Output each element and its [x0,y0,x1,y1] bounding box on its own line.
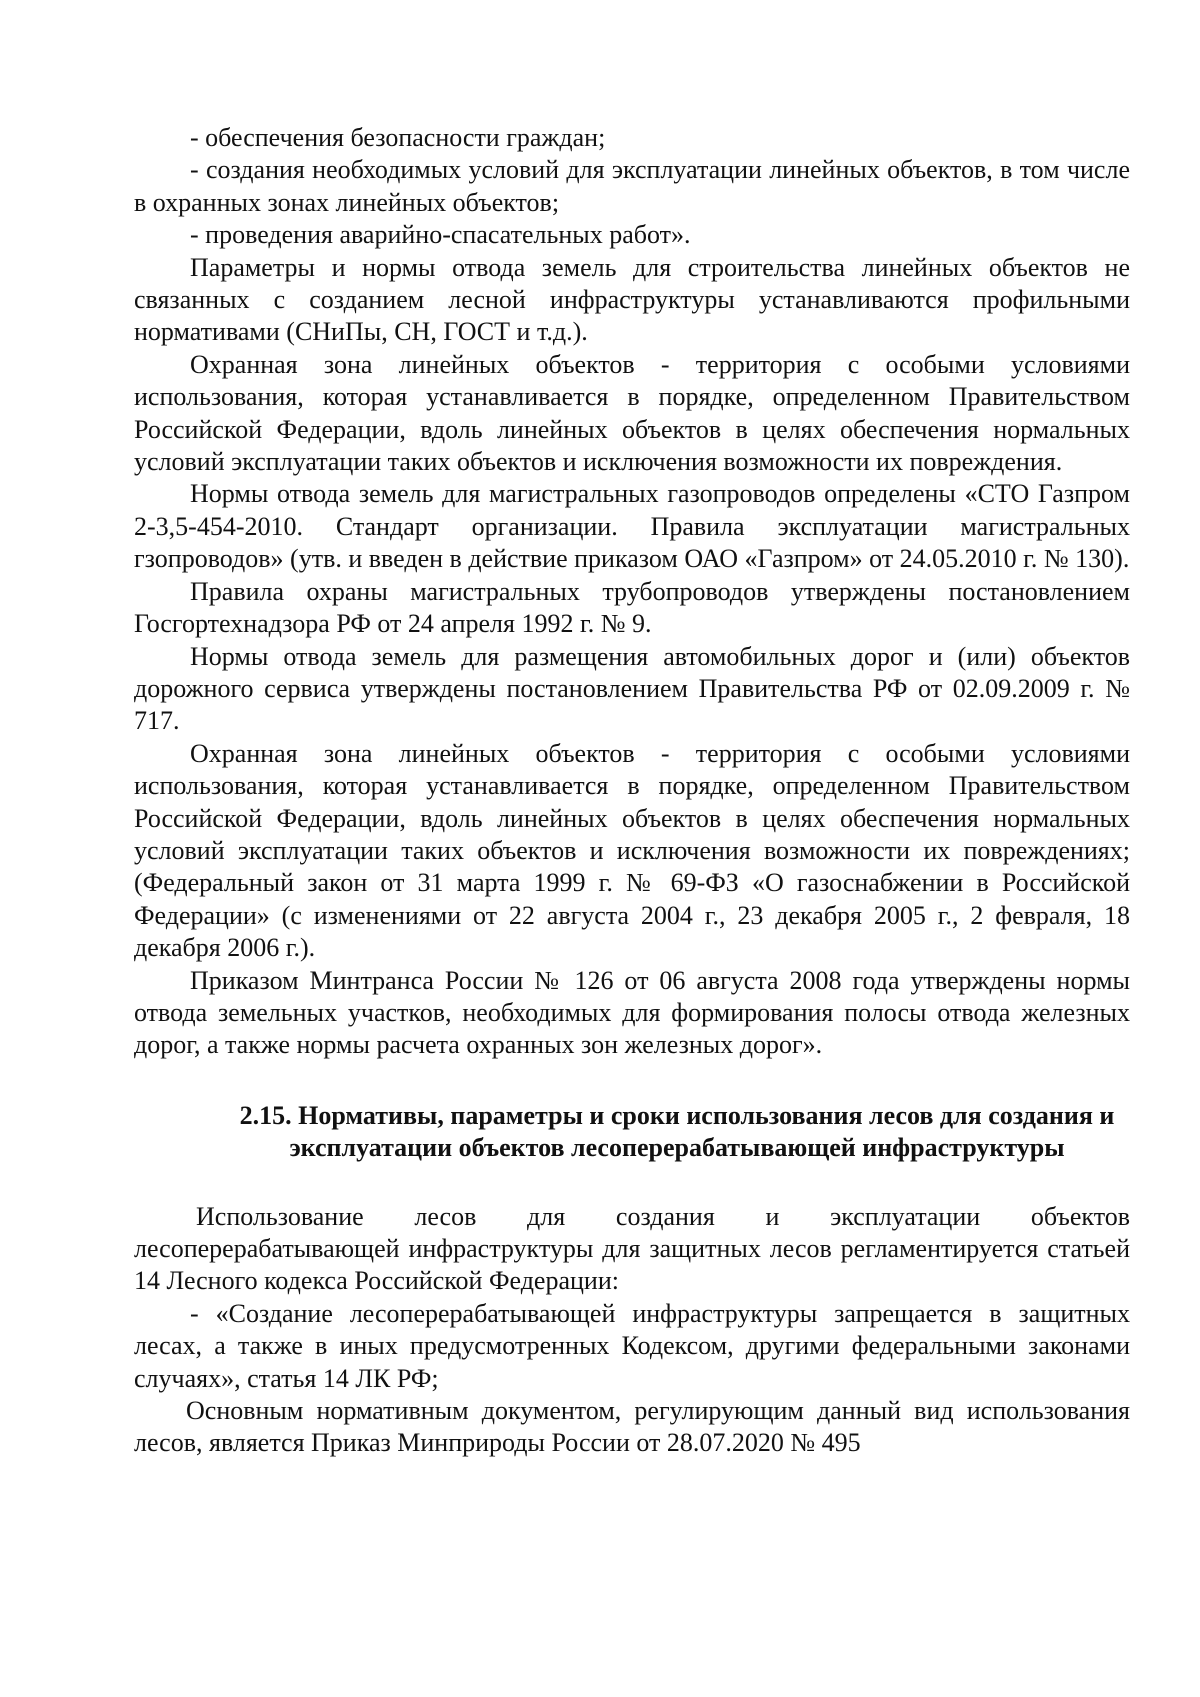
paragraph-quote-article-14: - «Создание лесоперерабатывающей инфраструктуры запрещается в защитных лесах, а также в иных предусмотренных Кодексом, другими федеральными законами случаях», статья 14 ЛК РФ; [134,1298,1130,1393]
paragraph-protection-zone-2: Охранная зона линейных объектов - территория с особыми условиями использования, которая устанавливается в порядке, определенном Правительством Российской Федерации, вдоль линейных объектов в целях обеспечения нормальных условий эксплуатации таких объектов и исключения возможности их повреждениях; (Федеральный закон от 31 марта 1999 г. № 69-ФЗ «О газоснабжении в Российской Федерации» (с изменениями от 22 августа 2004 г., 23 декабря 2005 г., 2 февраля, 18 декабря 2006 г.). [134,738,1130,963]
paragraph-road-norms: Нормы отвода земель для размещения автомобильных дорог и (или) объектов дорожного сервиса утверждены постановлением Правительства РФ от 02.09.2009 г. № 717. [134,641,1130,736]
paragraph-gas-pipeline-norms: Нормы отвода земель для магистральных газопроводов определены «СТО Газпром 2-3,5-454-2010. Стандарт организации. Правила эксплуатации магистральных гзопроводов» (утв. и введен в действие приказом ОАО «Газпром» от 24.05.2010 г. № 130). [134,479,1130,574]
paragraph-main-document: Основным нормативным документом, регулирующим данный вид использования лесов, является Приказ Минприроды России от 28.07.2020 № 495 [134,1396,1130,1458]
section-heading-wrap [134,1100,1130,1165]
paragraph-pipeline-protection-rules: Правила охраны магистральных трубопроводов утверждены постановлением Госгортехнадзора РФ от 24 апреля 1992 г. № 9. [134,576,1130,639]
paragraph-railway-order: Приказом Минтранса России № 126 от 06 августа 2008 года утверждены нормы отвода земельных участков, необходимых для формирования полосы отвода железных дорог, а также нормы расчета охранных зон железных дорог». [134,965,1130,1060]
paragraph-bullet-rescue: - проведения аварийно-спасательных работ». [190,220,691,250]
document-body [134,122,1130,1460]
paragraph-bullet-safety: - обеспечения безопасности граждан; [190,123,606,152]
paragraph-protection-zone-1: Охранная зона линейных объектов - территория с особыми условиями использования, которая устанавливается в порядке, определенном Правительством Российской Федерации, вдоль линейных объектов в целях обеспечения нормальных условий эксплуатации таких объектов и исключения возможности их повреждения. [134,349,1130,477]
paragraph-bullet-conditions: - создания необходимых условий для эксплуатации линейных объектов, в том числе в охранных зонах линейных объектов; [134,155,1130,217]
paragraph-land-allocation-params: Параметры и нормы отвода земель для строительства линейных объектов не связанных с созданием лесной инфраструктуры устанавливаются профильными нормативами (СНиПы, СН, ГОСТ и т.д.). [134,252,1130,347]
section-heading: 2.15. Нормативы, параметры и сроки использования лесов для создания и эксплуатации объектов лесоперерабатывающей инфраструктуры [239,1100,1115,1163]
paragraph-forest-use: Использование лесов для создания и эксплуатации объектов лесоперерабатывающей инфраструктуры для защитных лесов регламентируется статьей 14 Лесного кодекса Российской Федерации: [134,1201,1130,1296]
